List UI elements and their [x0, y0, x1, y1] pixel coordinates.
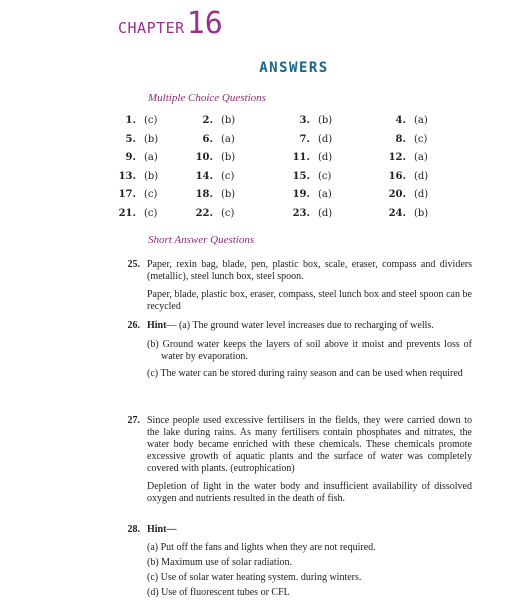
answer-part-d: (d) Use of fluorescent tubes or CFL	[147, 587, 290, 598]
mcq-answer: (d)	[318, 207, 333, 219]
saq-heading: Short Answer Questions	[148, 234, 255, 246]
answer-part-a: (a) Put off the fans and lights when they are not required.	[147, 542, 376, 553]
mcq-number: 21.	[118, 207, 136, 219]
mcq-answer: (b)	[221, 152, 236, 163]
answer-part-c: (c) The water can be stored during rainy season and can be used when required	[147, 368, 463, 379]
chapter-label: CHAPTER	[118, 19, 185, 37]
mcq-heading: Multiple Choice Questions	[148, 92, 266, 104]
mcq-number: 11.	[292, 152, 310, 163]
mcq-answer: (a)	[414, 152, 428, 163]
answer-paragraph	[147, 320, 472, 332]
mcq-number: 16.	[388, 170, 406, 182]
mcq-answer: (c)	[414, 133, 428, 145]
mcq-item	[284, 171, 331, 182]
answer-paragraph: Since people used excessive fertilisers in the fields, they were carried down to the lake during rains. As many fertilisers contain phosphates and nitrates, the water body became enriched with these chemicals. These chemicals promote excessive growth of aquatic plants and the surface of water was completely covered with plants. (eutrophication)	[147, 415, 472, 474]
answer-part-a: — (a) The ground water level increases due to recharging of wells.	[166, 320, 434, 331]
mcq-item	[380, 152, 428, 163]
question-number: 28.	[127, 524, 140, 535]
mcq-item	[380, 115, 428, 126]
mcq-number: 15.	[292, 170, 310, 182]
mcq-answer: (d)	[414, 170, 429, 182]
mcq-item	[110, 134, 158, 145]
mcq-answer: (a)	[144, 152, 158, 163]
mcq-row	[0, 115, 514, 133]
mcq-answer: (c)	[144, 115, 158, 126]
mcq-item	[110, 152, 158, 163]
question-number: 25.	[127, 259, 140, 270]
mcq-number: 17.	[118, 189, 136, 200]
mcq-number: 7.	[299, 133, 310, 145]
question-25	[114, 259, 472, 313]
question-number: 26.	[127, 320, 140, 331]
chapter-number: 16	[186, 6, 223, 41]
mcq-answer: (a)	[221, 133, 235, 145]
question-27	[114, 415, 472, 505]
mcq-number: 8.	[395, 133, 406, 145]
mcq-item	[380, 208, 428, 219]
mcq-number: 3.	[299, 115, 310, 126]
question-28	[114, 524, 472, 599]
mcq-row	[0, 134, 514, 152]
mcq-answer: (c)	[144, 207, 158, 219]
mcq-answer: (c)	[144, 189, 158, 200]
question-number: 27.	[127, 415, 140, 426]
mcq-item	[110, 115, 157, 126]
mcq-row	[0, 152, 514, 170]
hint-label: Hint—	[147, 524, 177, 535]
mcq-number: 14.	[195, 170, 213, 182]
answer-paragraph: Paper, rexin bag, blade, pen, plastic box, scale, eraser, compass and dividers (metallic), steel lunch box, steel spoon.	[147, 259, 472, 282]
mcq-answer: (c)	[221, 207, 235, 219]
mcq-item	[187, 134, 235, 145]
mcq-item	[380, 171, 428, 182]
mcq-item	[187, 208, 234, 219]
mcq-number: 1.	[125, 115, 136, 126]
mcq-answer: (c)	[318, 170, 332, 182]
mcq-number: 19.	[292, 189, 310, 200]
mcq-item	[284, 134, 332, 145]
page-title: ANSWERS	[259, 60, 329, 76]
mcq-item	[284, 115, 332, 126]
mcq-item	[110, 208, 157, 219]
mcq-answer: (a)	[414, 115, 428, 126]
mcq-answer: (b)	[221, 189, 236, 200]
mcq-item	[284, 152, 332, 163]
answer-paragraph: Depletion of light in the water body and insufficient availability of dissolved oxygen and nutrients resulted in the death of fish.	[147, 481, 472, 504]
mcq-answer: (a)	[318, 189, 332, 200]
mcq-number: 12.	[388, 152, 406, 163]
mcq-answer: (c)	[221, 170, 235, 182]
mcq-item	[380, 189, 428, 200]
chapter-heading	[118, 6, 223, 41]
mcq-row	[0, 189, 514, 207]
answer-part-b: (b) Ground water keeps the layers of soil above it moist and prevents loss of water by evaporation.	[147, 339, 472, 362]
answer-part-c: (c) Use of solar water heating system. during winters.	[147, 572, 362, 583]
mcq-answer: (b)	[221, 115, 236, 126]
mcq-item	[110, 189, 157, 200]
mcq-row	[0, 208, 514, 226]
mcq-number: 9.	[125, 152, 136, 163]
mcq-number: 20.	[388, 189, 406, 200]
mcq-number: 24.	[388, 207, 406, 219]
mcq-number: 22.	[195, 207, 213, 219]
mcq-number: 10.	[195, 152, 213, 163]
mcq-row	[0, 171, 514, 189]
mcq-item	[110, 171, 158, 182]
mcq-number: 23.	[292, 207, 310, 219]
answer-paragraph: Paper, blade, plastic box, eraser, compass, steel lunch box and steel spoon can be recycled	[147, 289, 472, 312]
mcq-number: 13.	[118, 170, 136, 182]
mcq-item	[187, 152, 235, 163]
hint-label: Hint	[147, 320, 167, 331]
mcq-answer: (b)	[318, 115, 333, 126]
mcq-item	[380, 134, 427, 145]
mcq-number: 6.	[202, 133, 213, 145]
mcq-number: 2.	[202, 115, 213, 126]
question-26	[114, 320, 472, 380]
mcq-item	[187, 115, 235, 126]
mcq-answer: (b)	[144, 133, 159, 145]
answer-part-b: (b) Maximum use of solar radiation.	[147, 557, 292, 568]
mcq-item	[187, 171, 234, 182]
mcq-number: 5.	[125, 133, 136, 145]
mcq-answer: (d)	[318, 133, 333, 145]
mcq-item	[187, 189, 235, 200]
mcq-number: 18.	[195, 189, 213, 200]
mcq-answer: (b)	[144, 170, 159, 182]
mcq-item	[284, 189, 332, 200]
mcq-answer: (d)	[414, 189, 429, 200]
mcq-number: 4.	[395, 115, 406, 126]
mcq-answer: (b)	[414, 207, 429, 219]
mcq-item	[284, 208, 332, 219]
mcq-answer: (d)	[318, 152, 333, 163]
